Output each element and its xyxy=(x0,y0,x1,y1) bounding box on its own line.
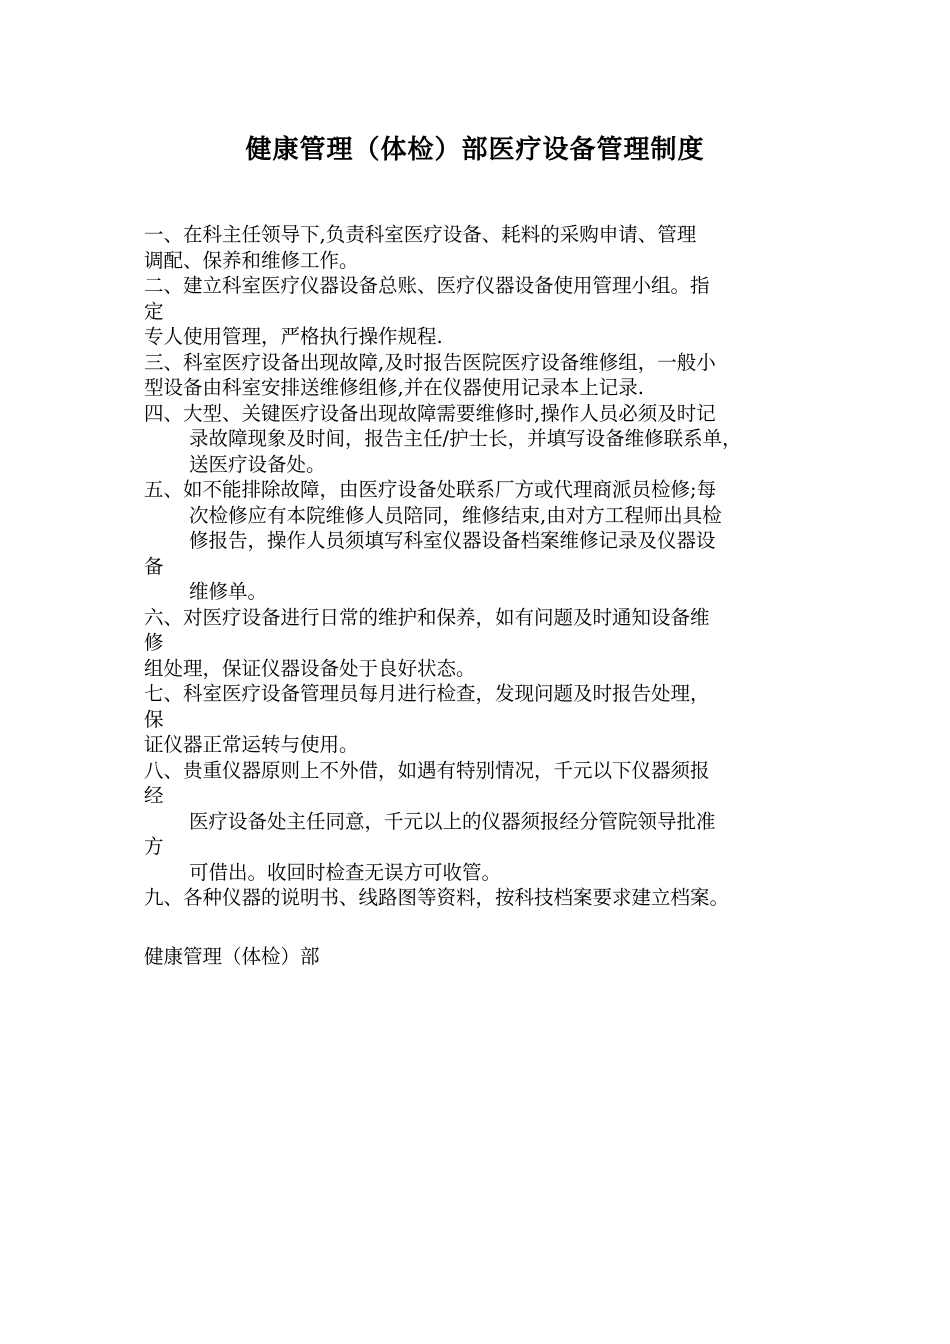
paragraph-line: 九、各种仪器的说明书、线路图等资料，按科技档案要求建立档案。 xyxy=(144,886,730,909)
paragraph-line: 次检修应有本院维修人员陪同，维修结束,由对方工程师出具检 xyxy=(189,503,722,527)
paragraph-line: 四、大型、关键医疗设备出现故障需要维修时,操作人员必须及时记 xyxy=(144,401,716,425)
paragraph-line: 备 xyxy=(144,554,164,578)
paragraph-line: 六、对医疗设备进行日常的维护和保养，如有问题及时通知设备维 xyxy=(144,605,710,629)
document-footer: 健康管理（体检）部 xyxy=(144,945,320,968)
paragraph-line: 定 xyxy=(144,299,164,323)
paragraph-line: 方 xyxy=(144,835,164,858)
paragraph-line: 保 xyxy=(144,707,164,731)
paragraph-line: 八、贵重仪器原则上不外借，如遇有特别情况，千元以下仪器须报 xyxy=(144,758,710,782)
paragraph-line: 修 xyxy=(144,631,164,654)
paragraph-line: 证仪器正常运转与使用。 xyxy=(144,733,359,756)
paragraph-line: 经 xyxy=(144,784,164,807)
paragraph-line: 三、科室医疗设备出现故障,及时报告医院医疗设备维修组，一般小 xyxy=(144,350,716,374)
paragraph-line: 一、在科主任领导下,负责科室医疗设备、耗料的采购申请、管理 xyxy=(144,223,697,246)
paragraph-line: 可借出。收回时检查无误方可收管。 xyxy=(189,860,502,884)
paragraph-line: 维修单。 xyxy=(189,580,268,603)
paragraph-line: 送医疗设备处。 xyxy=(189,452,326,476)
document-title: 健康管理（体检）部医疗设备管理制度 xyxy=(245,135,705,165)
paragraph-line: 专人使用管理，严格执行操作规程. xyxy=(144,325,443,348)
paragraph-line: 二、建立科室医疗仪器设备总账、医疗仪器设备使用管理小组。指 xyxy=(144,274,710,297)
paragraph-line: 录故障现象及时间，报告主任/护士长，并填写设备维修联系单， xyxy=(189,427,742,450)
paragraph-line: 修报告，操作人员须填写科室仪器设备档案维修记录及仪器设 xyxy=(189,529,716,552)
paragraph-line: 五、如不能排除故障，由医疗设备处联系厂方或代理商派员检修;每 xyxy=(144,478,717,501)
paragraph-line: 七、科室医疗设备管理员每月进行检查，发现问题及时报告处理， xyxy=(144,682,710,705)
paragraph-line: 调配、保养和维修工作。 xyxy=(144,248,359,272)
paragraph-line: 医疗设备处主任同意，千元以上的仪器须报经分管院领导批准 xyxy=(189,809,716,833)
paragraph-line: 型设备由科室安排送维修组修,并在仪器使用记录本上记录. xyxy=(144,376,644,399)
paragraph-line: 组处理，保证仪器设备处于良好状态。 xyxy=(144,656,476,680)
document-body xyxy=(144,222,824,911)
